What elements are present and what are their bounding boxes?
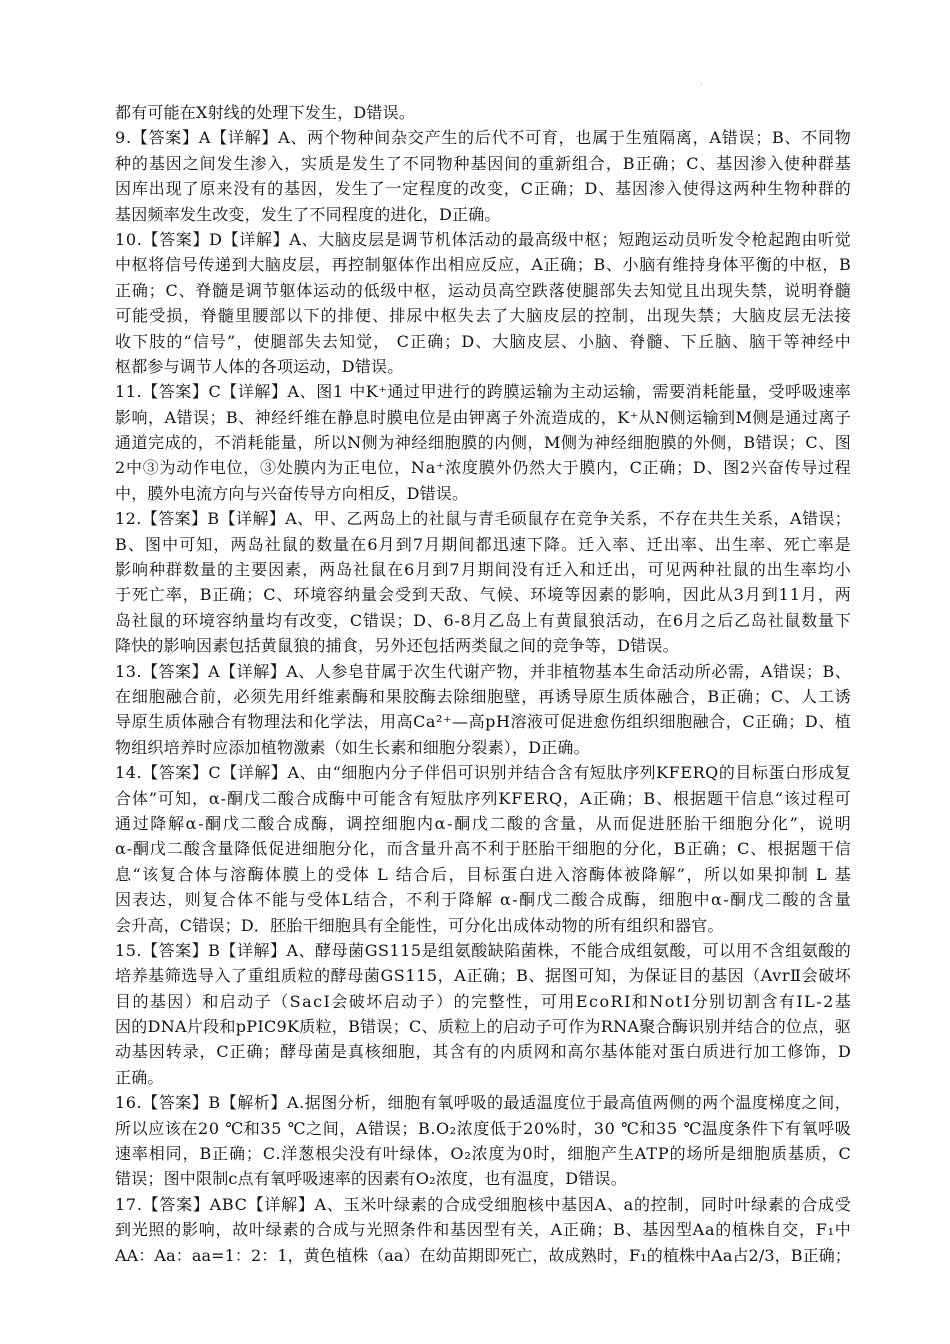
- text-line: 所以应该在20 ℃和35 ℃之间，A错误；B.O₂浓度低于20%时，30 ℃和35 ℃温度条件下有氧呼吸: [115, 1118, 852, 1138]
- text-line: B、图中可知，两岛社鼠的数量在6月到7月期间都迅速下降。迁入率、迁出率、出生率、死亡率是: [115, 534, 852, 554]
- text-line: 因库出现了原来没有的基因，发生了一定程度的改变，C正确；D、基因渗入使得这两种生物种群的: [115, 179, 852, 199]
- text-line: 错误；图中限制c点有氧呼吸速率的因素有O₂浓度，也有温度，D错误。: [115, 1169, 627, 1189]
- text-line: α-酮戊二酸含量降低促进细胞分化，而含量升高不利于胚胎干细胞的分化，B正确；C、根据题干信: [115, 839, 852, 859]
- text-line: 合体”可知，α-酮戊二酸合成酶中可能含有短肽序列KFERQ，A正确；B、根据题干信息“该过程可: [115, 788, 852, 808]
- text-line: 收下肢的“信号”，使腿部失去知觉， C正确；D、大脑皮层、小脑、脊髓、下丘脑、脑干等神经中: [115, 331, 852, 351]
- text-line: 枢都参与调节人体的各项运动，D错误。: [115, 356, 404, 376]
- text-line: 影响，A错误；B、神经纤维在静息时膜电位是由钾离子外流造成的，K⁺从N侧运输到M侧是通过离子: [115, 407, 852, 427]
- text-line: 正确。: [115, 1067, 164, 1087]
- text-line: 速率相同，B正确；C.洋葱根尖没有叶绿体，O₂浓度为0时，细胞产生ATP的场所是细胞质基质，C: [115, 1144, 852, 1164]
- text-line: 10.【答案】D【详解】A、大脑皮层是调节机体活动的最高级中枢；短跑运动员听发令枪起跑由听觉: [115, 229, 852, 249]
- text-line: 于死亡率，B正确；C、环境容纳量会受到天敌、气候、环境等因素的影响，因此从3月到11月，两: [115, 585, 852, 605]
- text-line: 9.【答案】A【详解】A、两个物种间杂交产生的后代不可育，也属于生殖隔离，A错误；B、不同物: [115, 128, 852, 148]
- text-line: 岛社鼠的环境容纳量均有改变，C错误；D、6-8月乙岛上有黄鼠狼活动，在6月之后乙岛社鼠数量下: [115, 610, 852, 630]
- text-line: 都有可能在X射线的处理下发生，D错误。: [115, 103, 416, 122]
- text-line: 影响种群数量的主要因素，两岛社鼠在6月到7月期间没有迁入和迁出，可见两种社鼠的出生率均小: [115, 560, 852, 580]
- text-line: 中，膜外电流方向与兴奋传导方向相反，D错误。: [115, 483, 469, 503]
- text-line: 降快的影响因素包括黄鼠狼的捕食，另外还包括两类鼠之间的竞争等，D错误。: [115, 636, 679, 656]
- text-line: 因的DNA片段和pPIC9K质粒，B错误；C、质粒上的启动子可作为RNA聚合酶识别并结合的位点，驱: [115, 1017, 852, 1037]
- text-line: 物组织培养时应添加植物激素（如生长素和细胞分裂素），D正确。: [115, 737, 590, 757]
- text-line: 通道完成的，不消耗能量，所以N侧为神经细胞膜的内侧，M侧为神经细胞膜的外侧，B错误；C、图: [115, 433, 852, 453]
- text-line: 正确；C、脊髓是调节躯体运动的低级中枢，运动员高空跌落使腿部失去知觉且出现失禁，说明脊髓: [115, 280, 852, 300]
- text-line: 14.【答案】C【详解】A、由“细胞内分子伴侣可识别并结合含有短肽序列KFERQ的目标蛋白形成复: [115, 763, 852, 783]
- text-line: 目的基因）和启动子（SacI会破坏启动子）的完整性，可用EcoRⅠ和NotⅠ分别切割含有IL-2基: [115, 991, 853, 1011]
- text-line: 种的基因之间发生渗入，实质是发生了不同物种基因间的重新组合，B正确；C、基因渗入使种群基: [115, 153, 852, 173]
- text-line: 到光照的影响，故叶绿素的合成与光照条件和基因型有关，A正确；B、基因型Aa的植株自交，F₁中: [115, 1220, 852, 1240]
- text-line: 培养基筛选导入了重组质粒的酵母菌GS115，A正确；B、据图可知，为保证目的基因（AvrⅡ会破坏: [115, 966, 852, 986]
- text-line: 在细胞融合前，必须先用纤维素酶和果胶酶去除细胞壁，再诱导原生质体融合，B正确；C、人工诱: [115, 686, 852, 706]
- text-line: 息“该复合体与溶酶体膜上的受体 L 结合后，目标蛋白进入溶酶体被降解”，所以如果抑制 L 基: [115, 864, 853, 884]
- text-line: 中枢将信号传递到大脑皮层，再控制躯体作出相应反应，A正确；B、小脑有维持身体平衡的中枢，B: [115, 255, 852, 275]
- text-line: 基因频率发生改变，发生了不同程度的进化，D正确。: [115, 204, 501, 224]
- text-line: 会升高，C错误；D．胚胎干细胞具有全能性，可分化出成体动物的所有组织和器官。: [115, 915, 724, 935]
- text-line: 11.【答案】C【详解】A、图1 中K⁺通过甲进行的跨膜运输为主动运输，需要消耗能量，受呼吸速率: [115, 382, 852, 402]
- text-line: 因表达，则复合体不能与受体L结合，不利于降解 α-酮戊二酸合成酶，细胞中α-酮戊二酸的含量: [115, 890, 853, 910]
- text-line: 2中③为动作电位，③处膜内为正电位，Na⁺浓度膜外仍然大于膜内，C正确；D、图2兴奋传导过程: [115, 458, 852, 478]
- text-line: 12.【答案】B【详解】A、甲、乙两岛上的社鼠与青毛硕鼠存在竞争关系，不存在共生关系，A错误；: [115, 509, 852, 529]
- text-line: 15.【答案】B【详解】A、酵母菌GS115是组氨酸缺陷菌株，不能合成组氨酸，可以用不含组氨酸的: [115, 940, 852, 960]
- text-line: 动基因转录，C正确；酵母菌是真核细胞，其含有的内质网和高尔基体能对蛋白质进行加工修饰，D: [115, 1042, 852, 1062]
- text-line: AA：Aa：aa=1：2：1，黄色植株（aa）在幼苗期即死亡，故成熟时，F₁的植株中Aa占2/3，B正确；: [115, 1245, 851, 1265]
- header-mark: .: [700, 78, 703, 87]
- document-body: [115, 100, 851, 1268]
- text-line: 导原生质体融合有物理法和化学法，用高Ca²⁺—高pH溶液可促进愈伤组织细胞融合，C正确；D、植: [115, 712, 852, 732]
- text-line: 16.【答案】B【解析】A.据图分析，细胞有氧呼吸的最适温度位于最高值两侧的两个温度梯度之间，: [115, 1093, 852, 1113]
- text-line: 通过降解α-酮戊二酸合成酶，调控细胞内α-酮戊二酸的含量，从而促进胚胎干细胞分化”，说明: [115, 813, 853, 833]
- text-line: 可能受损，脊髓里腰部以下的排便、排尿中枢失去了大脑皮层的控制，出现失禁；大脑皮层无法接: [115, 306, 852, 326]
- text-line: 13.【答案】A【详解】A、人参皂苷属于次生代谢产物，并非植物基本生命活动所必需，A错误；B、: [115, 661, 852, 681]
- text-line: 17.【答案】ABC【详解】A、玉米叶绿素的合成受细胞核中基因A、a的控制，同时叶绿素的合成受: [115, 1194, 852, 1214]
